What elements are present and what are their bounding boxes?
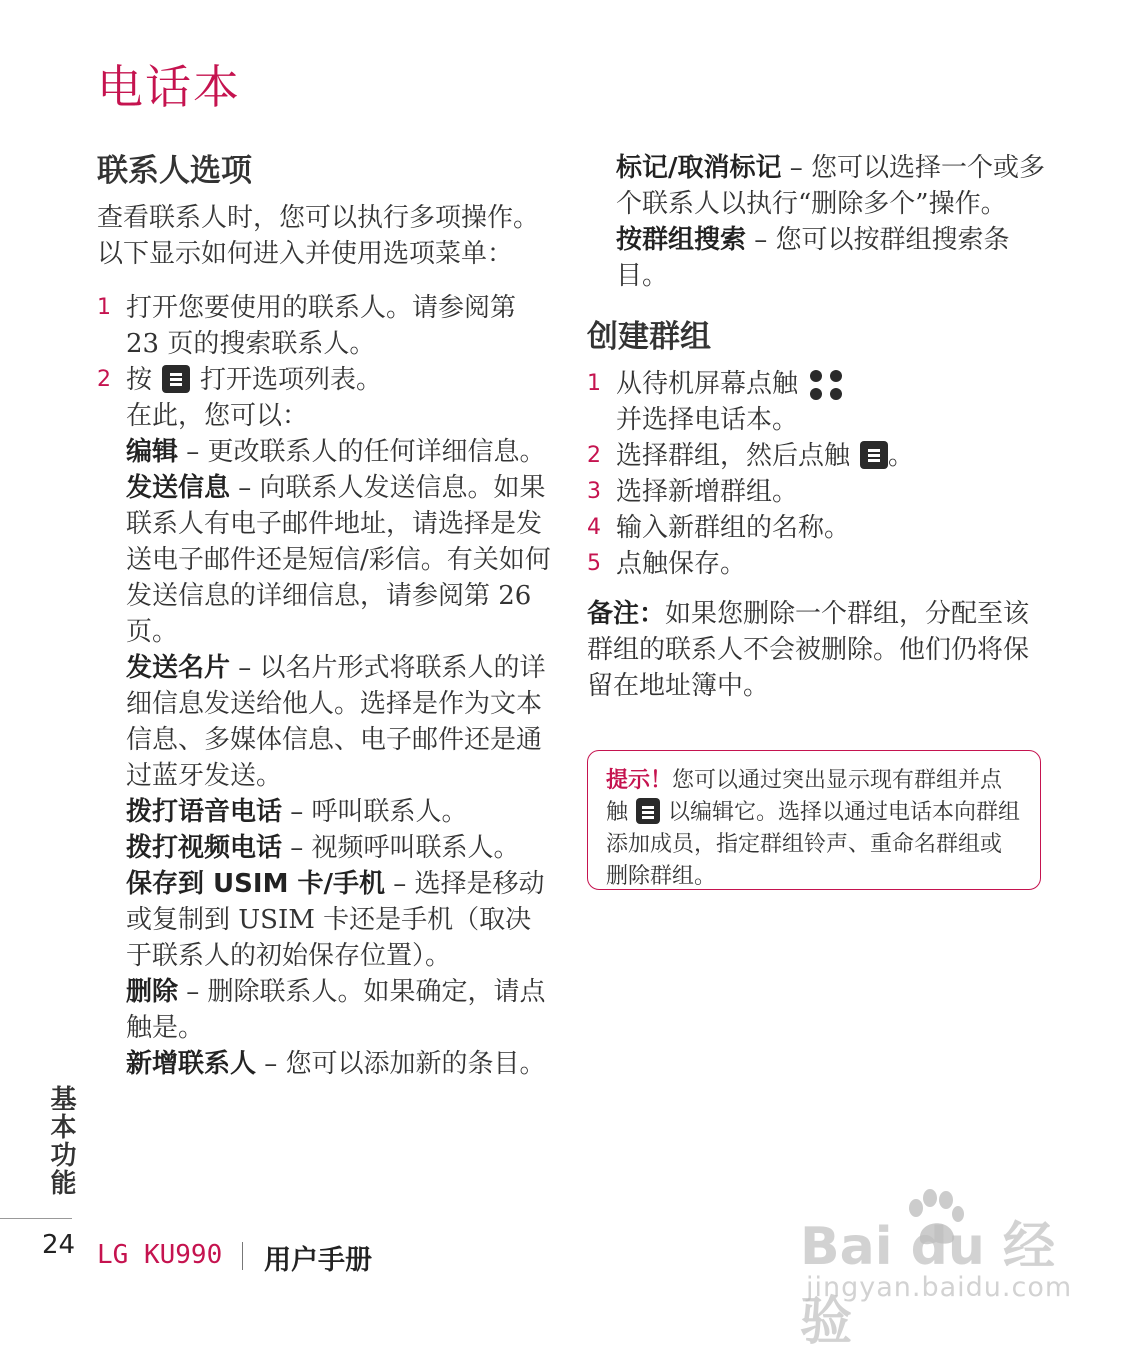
step-text: 选择群组，然后点触 <box>616 441 851 471</box>
option-edit <box>126 434 557 470</box>
contact-options-steps <box>97 290 557 1082</box>
option-desc: – 您可以添加新的条目。 <box>256 1049 546 1079</box>
step-number: 3 <box>587 479 601 504</box>
option-desc: – 向联系人发送信息。如果联系人有电子邮件地址，请选择是发送电子邮件还是短信/彩信。有关如何发送信息的详细信息，请参阅第 26 页。 <box>126 473 551 647</box>
option-search-by-group <box>616 222 1047 294</box>
step-text: 打开您要使用的联系人。请参阅第 23 页的搜索联系人。 <box>126 293 517 359</box>
option-save-to <box>126 866 557 974</box>
side-section-label: 基本功能 <box>46 1085 76 1197</box>
step-text: 选择新增群组。 <box>616 477 799 507</box>
step-subtext: 在此，您可以： <box>126 401 309 431</box>
option-delete <box>126 974 557 1046</box>
step-text: 输入新群组的名称。 <box>616 513 851 543</box>
option-desc: – 以名片形式将联系人的详细信息发送给他人。选择是作为文本信息、多媒体信息、电子邮件还是通过蓝牙发送。 <box>126 653 546 791</box>
intro-paragraph: 查看联系人时，您可以执行多项操作。以下显示如何进入并使用选项菜单： <box>97 203 540 269</box>
tip-text-pre: 您可以通过突出显示现有群组并点触 <box>606 768 1003 825</box>
continued-options <box>616 150 1047 294</box>
step-number: 4 <box>587 515 601 540</box>
section-heading-contact-options: 联系人选项 <box>97 153 252 189</box>
section-heading-create-group: 创建群组 <box>587 319 711 355</box>
option-new-contact <box>126 1046 557 1082</box>
footer-manual-title: 用户手册 <box>264 1245 372 1276</box>
option-term: 保存到 USIM 卡/手机 <box>126 869 385 899</box>
step-item <box>587 438 1047 474</box>
menu-key-icon <box>860 441 888 469</box>
option-term: 新增联系人 <box>126 1049 257 1079</box>
step-number: 2 <box>587 443 601 468</box>
footer-model: LG KU990 <box>97 1240 223 1270</box>
option-desc: – 视频呼叫联系人。 <box>282 833 520 863</box>
option-desc: – 选择是移动或复制到 USIM 卡还是手机（取决于联系人的初始保存位置）。 <box>126 869 545 971</box>
note-paragraph <box>587 596 1047 704</box>
option-desc: – 删除联系人。如果确定，请点触是。 <box>126 977 546 1043</box>
option-term: 编辑 <box>126 437 179 467</box>
watermark-url: jingyan.baidu.com <box>806 1272 1073 1303</box>
page-number: 24 <box>42 1230 76 1260</box>
option-mark-unmark <box>616 150 1047 222</box>
step-text-post: 。 <box>888 441 915 471</box>
footer-separator <box>242 1242 243 1270</box>
option-send-card <box>126 650 557 794</box>
step-text: 从待机屏幕点触 <box>616 369 799 399</box>
option-desc: – 您可以按群组搜索条目。 <box>616 225 1010 291</box>
option-term: 拨打语音电话 <box>126 797 283 827</box>
option-term: 删除 <box>126 977 179 1007</box>
step-number: 2 <box>97 367 111 392</box>
menu-key-icon <box>636 798 660 824</box>
apps-grid-icon <box>808 370 844 400</box>
tip-box <box>587 750 1041 890</box>
option-voice-call <box>126 794 557 830</box>
step-item <box>97 362 557 1082</box>
option-desc: – 呼叫联系人。 <box>282 797 468 827</box>
option-desc: – 您可以选择一个或多个联系人以执行“删除多个”操作。 <box>616 153 1046 219</box>
step-subtext: 并选择电话本。 <box>616 405 799 435</box>
step-item <box>587 474 1047 510</box>
create-group-steps <box>587 366 1047 582</box>
option-term: 标记/取消标记 <box>616 153 782 183</box>
step-text: 点触保存。 <box>616 549 747 579</box>
step-item <box>587 510 1047 546</box>
option-term: 拨打视频电话 <box>126 833 283 863</box>
watermark-logo-text: Bai du 经验 <box>800 1217 1055 1352</box>
step-number: 1 <box>587 371 601 396</box>
footer-rule <box>0 1218 72 1219</box>
option-term: 发送名片 <box>126 653 231 683</box>
step-number: 5 <box>587 551 601 576</box>
option-desc: – 更改联系人的任何详细信息。 <box>178 437 546 467</box>
step-text-pre: 按 <box>126 365 153 395</box>
tip-label: 提示！ <box>606 768 673 793</box>
right-column <box>587 150 1047 704</box>
menu-key-icon <box>162 365 190 393</box>
tip-text-post: 以编辑它。选择以通过电话本向群组添加成员，指定群组铃声、重命名群组或删除群组。 <box>606 800 1021 889</box>
note-label: 备注： <box>587 599 666 629</box>
step-number: 1 <box>97 295 111 320</box>
note-text: 如果您删除一个群组，分配至该群组的联系人不会被删除。他们仍将保留在地址簿中。 <box>587 599 1030 701</box>
step-item <box>97 290 557 362</box>
page-title: 电话本 <box>97 60 241 114</box>
left-column <box>97 150 557 1082</box>
step-item <box>587 366 1047 438</box>
option-send-message <box>126 470 557 650</box>
option-term: 按群组搜索 <box>616 225 747 255</box>
baidu-watermark <box>800 1190 1073 1352</box>
option-term: 发送信息 <box>126 473 231 503</box>
option-video-call <box>126 830 557 866</box>
step-text-post: 打开选项列表。 <box>200 365 383 395</box>
step-item <box>587 546 1047 582</box>
